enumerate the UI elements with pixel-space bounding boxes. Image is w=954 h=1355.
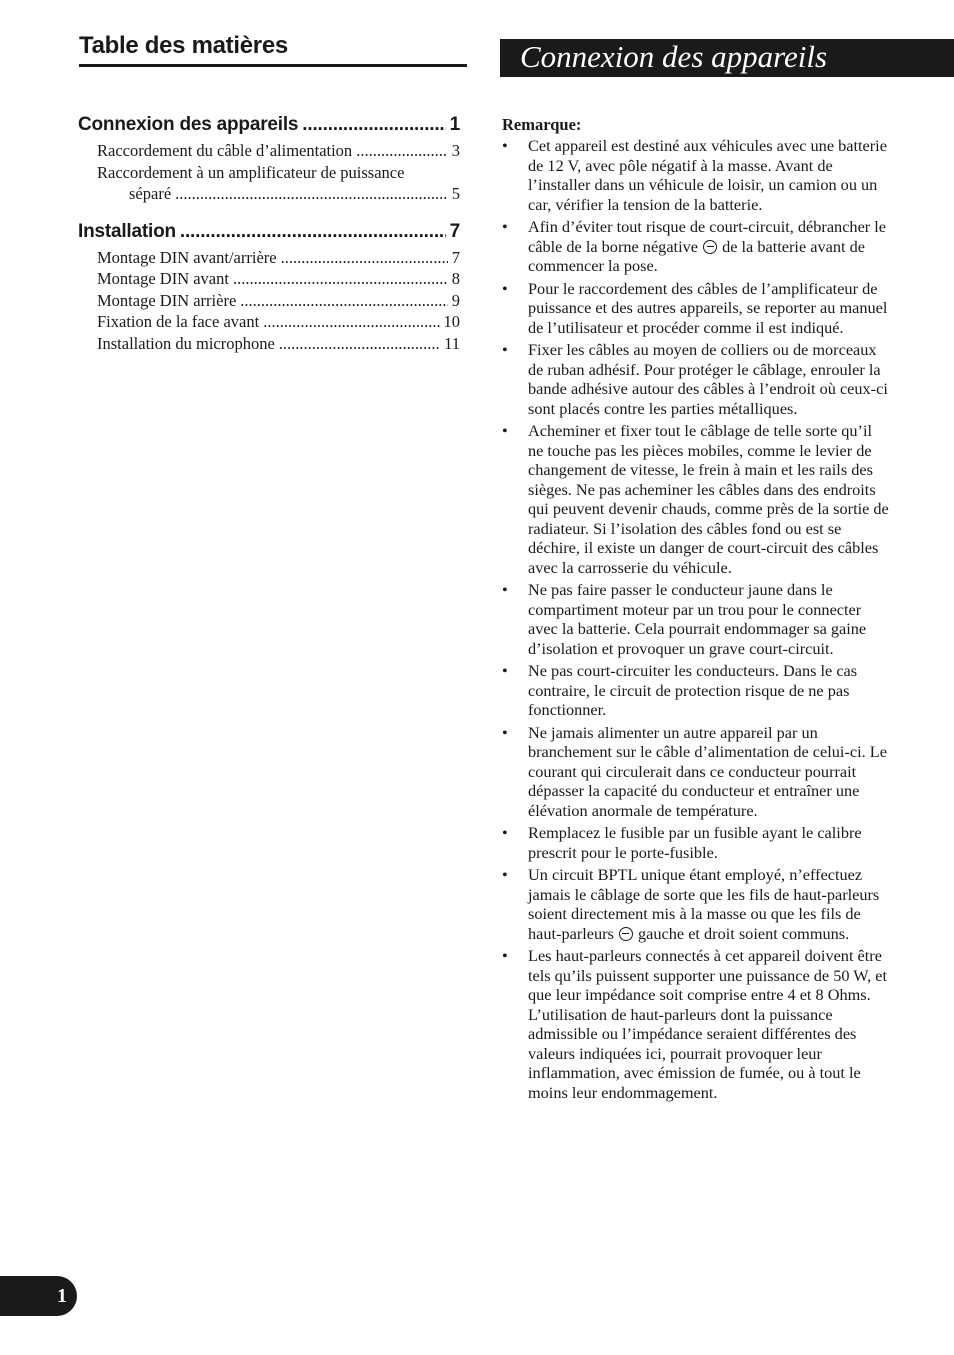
- toc-section-heading[interactable]: [78, 112, 460, 138]
- toc-entry-page: 10: [443, 312, 460, 331]
- toc-entry-label: Fixation de la face avant: [97, 312, 260, 331]
- toc-entry-label: Installation du microphone: [97, 333, 275, 353]
- toc-entry-page: 9: [451, 290, 460, 310]
- toc-leader-dots: [302, 112, 445, 138]
- toc-title: Table des matières: [79, 30, 467, 67]
- list-item-text: Afin d’éviter tout risque de court-circuit, débrancher le câble de la borne négative: [528, 217, 887, 256]
- toc-section-title: Connexion des appareils: [78, 114, 299, 135]
- toc-entry-page: 3: [451, 141, 460, 160]
- page-number: 1: [57, 1285, 67, 1307]
- toc-entry-label: Montage DIN avant: [97, 269, 229, 288]
- list-item: [502, 136, 890, 214]
- bullet-icon: •: [502, 722, 508, 742]
- toc-entry[interactable]: [97, 247, 460, 269]
- toc-leader-dots: [233, 268, 448, 290]
- toc-leader-dots: [263, 311, 439, 333]
- bullet-icon: •: [502, 661, 508, 680]
- toc-leader-dots: [175, 183, 448, 205]
- list-item-text: Cet appareil est destiné aux véhicules avec une batterie de 12 V, avec pôle négatif à la masse. Avant de l’installer dans un véhicule de loisir, un camion ou un car, vérifier la tension de la batterie.: [528, 136, 887, 214]
- remarque-heading: Remarque:: [502, 115, 582, 134]
- bullet-icon: •: [502, 580, 508, 599]
- list-item-text: gauche et droit soient communs.: [633, 923, 850, 943]
- toc-entry[interactable]: [97, 162, 460, 205]
- toc-entry[interactable]: [97, 140, 460, 162]
- list-item: [502, 661, 890, 720]
- table-of-contents: [78, 112, 460, 368]
- toc-entry[interactable]: [97, 290, 460, 312]
- bullet-icon: •: [502, 217, 508, 236]
- toc-entry-page: 11: [444, 333, 460, 353]
- list-item-text: Les haut-parleurs connectés à cet appareil doivent être tels qu’ils puissent supporter une puissance de 50 W, et que leur impédance soit comprise entre 4 et 8 Ohms. L’utilisation de haut-parleurs dont la puissance admissible ou l’impédance seraient différentes des valeurs indiquées ici, pourrait provoquer leur inflammation, avec émission de fumée, ou à tout le moins leur endommagement.: [528, 946, 888, 1102]
- list-item-text: Pour le raccordement des câbles de l’amplificateur de puissance et des autres appareils, se reporter au manuel de l’utilisateur et procéder comme il est indiqué.: [528, 278, 888, 337]
- toc-leader-dots: [281, 247, 448, 269]
- negative-terminal-icon: [619, 927, 633, 941]
- list-item: [502, 340, 890, 418]
- section-banner-title: Connexion des appareils: [520, 39, 828, 74]
- negative-terminal-icon: [703, 240, 717, 254]
- toc-leader-dots: [356, 140, 448, 162]
- bullet-icon: •: [502, 421, 508, 440]
- list-item-text: de la batterie avant de commencer la pose.: [528, 236, 865, 275]
- list-item: [502, 865, 890, 943]
- toc-entry-label: Montage DIN arrière: [97, 290, 237, 310]
- list-item: [502, 580, 890, 658]
- list-item: [502, 723, 890, 821]
- page-number-tab: [0, 1276, 77, 1316]
- list-item: [502, 279, 890, 338]
- toc-entry-page: 5: [451, 184, 460, 203]
- toc-leader-dots: [279, 333, 440, 355]
- remarque-section: [502, 114, 890, 1105]
- toc-leader-dots: [240, 290, 447, 312]
- list-item: [502, 946, 890, 1102]
- remarque-list: [502, 136, 890, 1102]
- section-banner: [500, 39, 954, 77]
- list-item-text: Ne jamais alimenter un autre appareil par un branchement sur le câble d’alimentation de celui-ci. Le courant qui circulerait dans ce conducteur pourrait dépasser la capacité du conducteur et entraîner une élévation anormale de température.: [528, 722, 887, 820]
- list-item-text: Acheminer et fixer tout le câblage de telle sorte qu’il ne touche pas les pièces mobiles, comme le levier de changement de vitesse, le frein à main et les rails des sièges. Ne pas acheminer les câbles dans des endroits qui peuvent devenir chauds, comme près de la sortie de radiateur. Si l’isolation des câbles fond ou est se déchire, il existe un danger de court-circuit des câbles avec la carrosserie du véhicule.: [528, 421, 889, 577]
- toc-leader-dots: [180, 219, 446, 245]
- list-item-text: Ne pas court-circuiter les conducteurs. Dans le cas contraire, le circuit de protection risque de ne pas fonctionner.: [528, 661, 858, 719]
- list-item-text: Fixer les câbles au moyen de colliers ou de morceaux de ruban adhésif. Pour protéger le câblage, enrouler la bande adhésive autour des câbles à l’endroit où ceux-ci sont placés contre les parties métalliques.: [528, 340, 888, 418]
- toc-entry[interactable]: [97, 311, 460, 333]
- toc-entry-label: Montage DIN avant/arrière: [97, 247, 277, 267]
- toc-section-title: Installation: [78, 220, 176, 242]
- toc-entry-label: Raccordement du câble d’alimentation: [97, 141, 353, 160]
- toc-section-page: 1: [449, 114, 460, 135]
- list-item: [502, 823, 890, 862]
- toc-entry-label-line1: Raccordement à un amplificateur de puissance: [97, 162, 405, 182]
- bullet-icon: •: [502, 136, 508, 155]
- toc-section-installation: [78, 219, 460, 355]
- bullet-icon: •: [502, 823, 508, 842]
- list-item: [502, 217, 890, 276]
- list-item-text: Remplacez le fusible par un fusible ayant le calibre prescrit pour le porte-fusible.: [528, 823, 862, 862]
- bullet-icon: •: [502, 278, 508, 298]
- toc-entry-label: séparé: [129, 184, 172, 203]
- toc-section-connexion: [78, 112, 460, 205]
- bullet-icon: •: [502, 340, 508, 359]
- toc-section-heading[interactable]: [78, 219, 460, 245]
- list-item-text: Ne pas faire passer le conducteur jaune dans le compartiment moteur par un trou pour le connecter avec la batterie. Cela pourrait endommager sa gaine d’isolation et provoquer un grave court-circuit.: [528, 580, 867, 658]
- toc-entry[interactable]: [97, 333, 460, 355]
- toc-entry[interactable]: [97, 268, 460, 290]
- toc-section-page: 7: [449, 220, 460, 242]
- bullet-icon: •: [502, 865, 508, 884]
- toc-entry-page: 7: [451, 247, 460, 267]
- list-item-text: Un circuit BPTL unique étant employé, n’effectuez jamais le câblage de sorte que les fils de haut-parleurs soient directement mis à la masse ou que les fils de haut-parleurs: [528, 865, 880, 943]
- toc-entry-page: 8: [451, 269, 460, 288]
- bullet-icon: •: [502, 946, 508, 965]
- list-item: [502, 421, 890, 577]
